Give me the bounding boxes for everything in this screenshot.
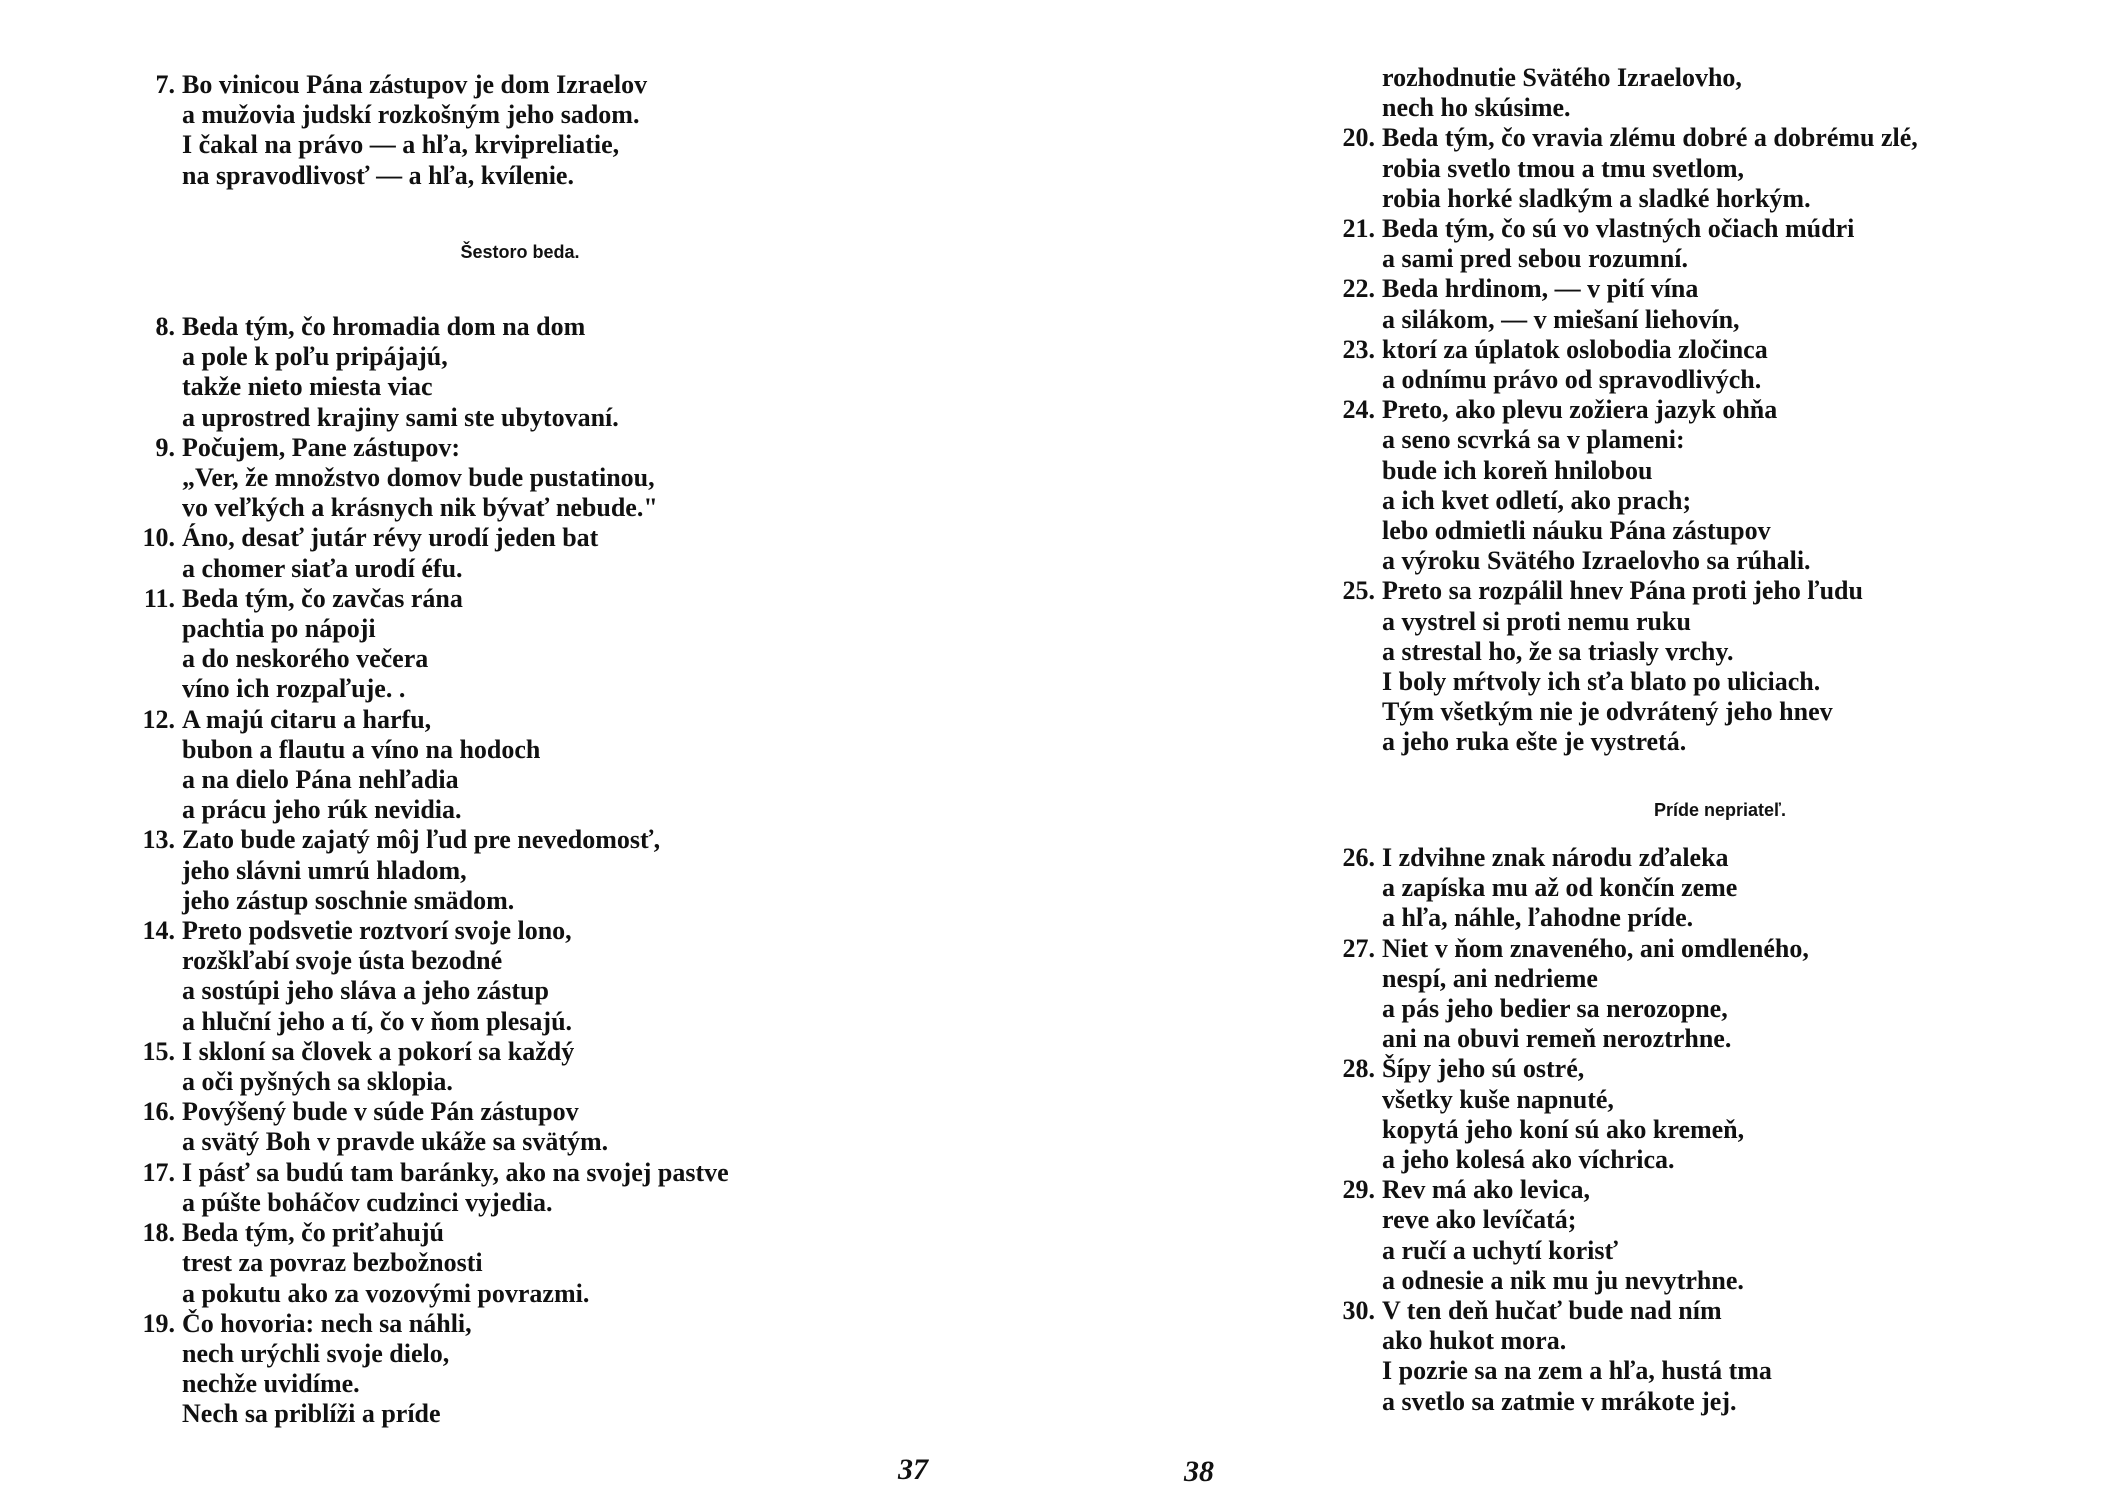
section-heading-pride-nepriatel: Príde nepriateľ. [1654,800,1786,820]
verse-line [1342,934,2042,964]
verse-text: a pokutu ako za vozovými povrazmi. [182,1278,590,1308]
verse-text: Preto sa rozpálil hnev Pána proti jeho ľudu [1382,576,1863,606]
verse-number: 27. [1342,933,1375,963]
verse-line [1342,1024,2042,1054]
verse-text: a silákom, — v miešaní liehovín, [1382,304,1740,334]
verse-text: Čo hovoria: nech sa náhli, [182,1308,472,1338]
verse-text: Tým všetkým nie je odvrátený jeho hnev [1382,697,1833,727]
verse-line [1342,873,2042,903]
verse-line [142,1127,1042,1157]
verse-text: jeho zástup soschnie smädom. [182,885,515,915]
verse-text: a do neskorého večera [182,644,429,674]
verse-text: a prácu jeho rúk nevidia. [182,795,462,825]
verse-text: I skloní sa človek a pokorí sa každý [182,1036,575,1066]
verse-line [142,795,1042,825]
verse-number: 15. [142,1036,175,1066]
verse-text: Rev má ako levica, [1382,1175,1590,1205]
verse-number: 7. [155,70,175,99]
verse-line [1342,123,2042,153]
verse-text: a uprostred krajiny sami ste ubytovaní. [182,402,619,432]
verse-line [1342,184,2042,214]
verse-line [142,1399,1042,1429]
verse-number: 20. [1342,123,1375,153]
verse-line [1342,93,2042,123]
verse-line [142,916,1042,946]
verse-line [142,614,1042,644]
page-number-right: 38 [1184,1455,1214,1488]
verse-number: 16. [142,1097,175,1127]
verse-line [142,705,1042,735]
verse-line [142,644,1042,674]
verse-line [142,554,1042,584]
verse-line [142,433,1042,463]
verse-text: Preto, ako plevu zožiera jazyk ohňa [1382,395,1778,425]
verse-line [142,1188,1042,1218]
verse-line [142,1369,1042,1399]
verse-number: 24. [1342,395,1375,425]
verse-text: a jeho kolesá ako víchrica. [1382,1145,1675,1175]
verse-text: I boly mŕtvoly ich sťa blato po uliciach. [1382,667,1821,697]
verse-line [142,765,1042,795]
verse-line [142,735,1042,765]
verse-text: bubon a flautu a víno na hodoch [182,734,541,764]
verse-line [142,342,1042,372]
verse-text: víno ich rozpaľuje. . [182,674,406,704]
verse-line [142,946,1042,976]
verse-line [1342,516,2042,546]
verse-line [1342,727,2042,757]
verse-text: Beda hrdinom, — v pití vína [1382,274,1699,304]
verse-text: nech ho skúsime. [1382,93,1571,123]
verse-text: Šípy jeho sú ostré, [1382,1054,1585,1084]
verse-number: 19. [142,1308,175,1338]
verse-line [1342,274,2042,304]
verse-line [142,1158,1042,1188]
verse-text: rozhodnutie Svätého Izraelovho, [1382,63,1742,92]
verse-text: kopytá jeho koní sú ako kremeň, [1382,1114,1745,1144]
verse-number: 9. [155,432,175,462]
verse-line [1342,395,2042,425]
verse-text: lebo odmietli náuku Pána zástupov [1382,516,1771,546]
verse-line [1342,1236,2042,1266]
verse-text: Niet v ňom znaveného, ani omdleného, [1382,933,1809,963]
verse-line [1342,607,2042,637]
verse-text: a odnímu právo od spravodlivých. [1382,365,1762,395]
verse-text: a seno scvrká sa v plameni: [1382,425,1685,455]
verse-line [1342,546,2042,576]
left-verse-block-b [142,312,1042,1430]
verse-text: nechže uvidíme. [182,1369,360,1399]
verse-number: 29. [1342,1175,1375,1205]
verse-text: Beda tým, čo vravia zlému dobré a dobrému zlé, [1382,123,1918,153]
verse-number: 11. [143,583,175,613]
verse-text: na spravodlivosť — a hľa, kvílenie. [182,160,574,190]
verse-line [1342,1054,2042,1084]
verse-text: a oči pyšných sa sklopia. [182,1067,453,1097]
verse-text: reve ako levíčatá; [1382,1205,1577,1235]
verse-number: 13. [142,825,175,855]
verse-line [142,463,1042,493]
verse-line [142,1037,1042,1067]
verse-line [1342,576,2042,606]
verse-line [1342,486,2042,516]
verse-text: ako hukot mora. [1382,1326,1567,1356]
verse-text: a púšte boháčov cudzinci vyjedia. [182,1187,553,1217]
verse-text: a strestal ho, že sa triasly vrchy. [1382,636,1734,666]
verse-text: a výroku Svätého Izraelovho sa rúhali. [1382,546,1811,576]
verse-text: a mužovia judskí rozkošným jeho sadom. [182,100,640,130]
verse-line [1342,1387,2042,1417]
verse-line [1342,1326,2042,1356]
verse-line [142,976,1042,1006]
verse-text: takže nieto miesta viac [182,372,433,402]
verse-number: 18. [142,1218,175,1248]
verse-text: I pozrie sa na zem a hľa, hustá tma [1382,1356,1772,1386]
verse-line [1342,964,2042,994]
verse-number: 26. [1342,843,1375,872]
verse-text: a zapíska mu až od končín zeme [1382,873,1738,903]
verse-line [142,674,1042,704]
verse-text: a vystrel si proti nemu ruku [1382,606,1691,636]
verse-line [1342,994,2042,1024]
verse-line [142,1067,1042,1097]
page-number-left: 37 [898,1453,928,1486]
verse-text: nespí, ani nedrieme [1382,963,1598,993]
verse-line [1342,214,2042,244]
verse-text: rozškľabí svoje ústa bezodné [182,946,503,976]
verse-line [1342,1175,2042,1205]
verse-text: V ten deň hučať bude nad ním [1382,1296,1722,1326]
verse-text: a na dielo Pána nehľadia [182,765,459,795]
verse-text: a ručí a uchytí korisť [1382,1235,1618,1265]
verse-text: a hluční jeho a tí, čo v ňom plesajú. [182,1006,573,1036]
verse-line [142,100,992,130]
verse-line [1342,1356,2042,1386]
verse-text: Beda tým, čo sú vo vlastných očiach múdri [1382,214,1855,244]
verse-text: I čakal na právo — a hľa, krvipreliatie, [182,130,620,160]
verse-text: trest za povraz bezbožnosti [182,1248,483,1278]
verse-text: ani na obuvi remeň neroztrhne. [1382,1024,1732,1054]
verse-line [1342,425,2042,455]
section-heading-sestoro-beda: Šestoro beda. [460,242,580,262]
verse-text: Beda tým, čo priťahujú [182,1218,445,1248]
verse-line [142,70,992,100]
verse-text: a pole k poľu pripájajú, [182,342,448,372]
verse-line [1342,843,2042,873]
verse-text: pachtia po nápoji [182,614,376,644]
verse-number: 12. [142,704,175,734]
verse-line [1342,154,2042,184]
verse-number: 17. [142,1157,175,1187]
verse-text: A majú citaru a harfu, [182,704,432,734]
verse-line [1342,335,2042,365]
verse-text: Preto podsvetie roztvorí svoje lono, [182,916,572,946]
verse-line [142,130,992,160]
verse-text: vo veľkých a krásnych nik bývať nebude." [182,493,658,523]
verse-text: Nech sa priblíži a príde [182,1399,441,1429]
verse-text: a hľa, náhle, ľahodne príde. [1382,903,1694,933]
verse-line [142,1007,1042,1037]
verse-text: Beda tým, čo zavčas rána [182,583,463,613]
verse-text: Beda tým, čo hromadia dom na dom [182,312,586,341]
verse-line [1342,456,2042,486]
verse-number: 21. [1342,214,1375,244]
verse-line [1342,244,2042,274]
verse-text: a svätý Boh v pravde ukáže sa svätým. [182,1127,609,1157]
verse-line [142,825,1042,855]
verse-number: 30. [1342,1296,1375,1326]
verse-line [142,1279,1042,1309]
verse-text: „Ver, že množstvo domov bude pustatinou, [182,463,655,493]
verse-number: 28. [1342,1054,1375,1084]
verse-text: Zato bude zajatý môj ľud pre nevedomosť, [182,825,661,855]
right-verse-block-a [1342,63,2042,758]
verse-line [142,1339,1042,1369]
verse-text: a svetlo sa zatmie v mrákote jej. [1382,1386,1737,1416]
verse-line [1342,1145,2042,1175]
verse-number: 22. [1342,274,1375,304]
verse-line [142,403,1042,433]
verse-text: ktorí za úplatok oslobodia zločinca [1382,334,1768,364]
verse-text: a sostúpi jeho sláva a jeho zástup [182,976,549,1006]
verse-number: 14. [142,916,175,946]
verse-line [1342,903,2042,933]
verse-line [1342,1296,2042,1326]
verse-text: nech urýchli svoje dielo, [182,1338,450,1368]
verse-line [142,856,1042,886]
verse-line [1342,1085,2042,1115]
verse-text: a chomer siaťa urodí éfu. [182,553,463,583]
verse-line [1342,697,2042,727]
verse-line [142,312,1042,342]
verse-text: Počujem, Pane zástupov: [182,432,461,462]
verse-line [142,493,1042,523]
verse-text: a odnesie a nik mu ju nevytrhne. [1382,1265,1744,1295]
verse-text: robia svetlo tmou a tmu svetlom, [1382,153,1745,183]
verse-line [1342,365,2042,395]
verse-line [1342,637,2042,667]
verse-line [142,1309,1042,1339]
right-verse-block-b [1342,843,2042,1417]
verse-text: všetky kuše napnuté, [1382,1084,1614,1114]
verse-number: 23. [1342,334,1375,364]
verse-text: bude ich koreň hnilobou [1382,455,1653,485]
verse-line [1342,667,2042,697]
verse-line [142,1218,1042,1248]
verse-number: 25. [1342,576,1375,606]
verse-text: I pásť sa budú tam baránky, ako na svojej pastve [182,1157,729,1187]
verse-number: 10. [142,523,175,553]
verse-line [142,886,1042,916]
verse-number: 8. [155,312,175,341]
verse-line [1342,1115,2042,1145]
verse-text: a jeho ruka ešte je vystretá. [1382,727,1687,757]
verse-text: robia horké sladkým a sladké horkým. [1382,183,1811,213]
verse-text: Áno, desať jutár révy urodí jeden bat [182,523,599,553]
verse-line [1342,1266,2042,1296]
verse-line [1342,305,2042,335]
verse-line [142,1097,1042,1127]
verse-line [142,161,992,191]
verse-line [142,523,1042,553]
verse-text: a ich kvet odletí, ako prach; [1382,485,1692,515]
verse-text: a pás jeho bedier sa nerozopne, [1382,994,1728,1024]
verse-text: jeho slávni umrú hladom, [182,855,467,885]
verse-line [142,584,1042,614]
verse-line [1342,63,2042,93]
verse-line [142,372,1042,402]
verse-text: a sami pred sebou rozumní. [1382,244,1689,274]
verse-text: I zdvihne znak národu zďaleka [1382,843,1729,872]
verse-line [1342,1205,2042,1235]
verse-line [142,1248,1042,1278]
verse-text: Povýšený bude v súde Pán zástupov [182,1097,579,1127]
left-verse-block-a [142,70,992,191]
verse-text: Bo vinicou Pána zástupov je dom Izraelov [182,70,648,99]
